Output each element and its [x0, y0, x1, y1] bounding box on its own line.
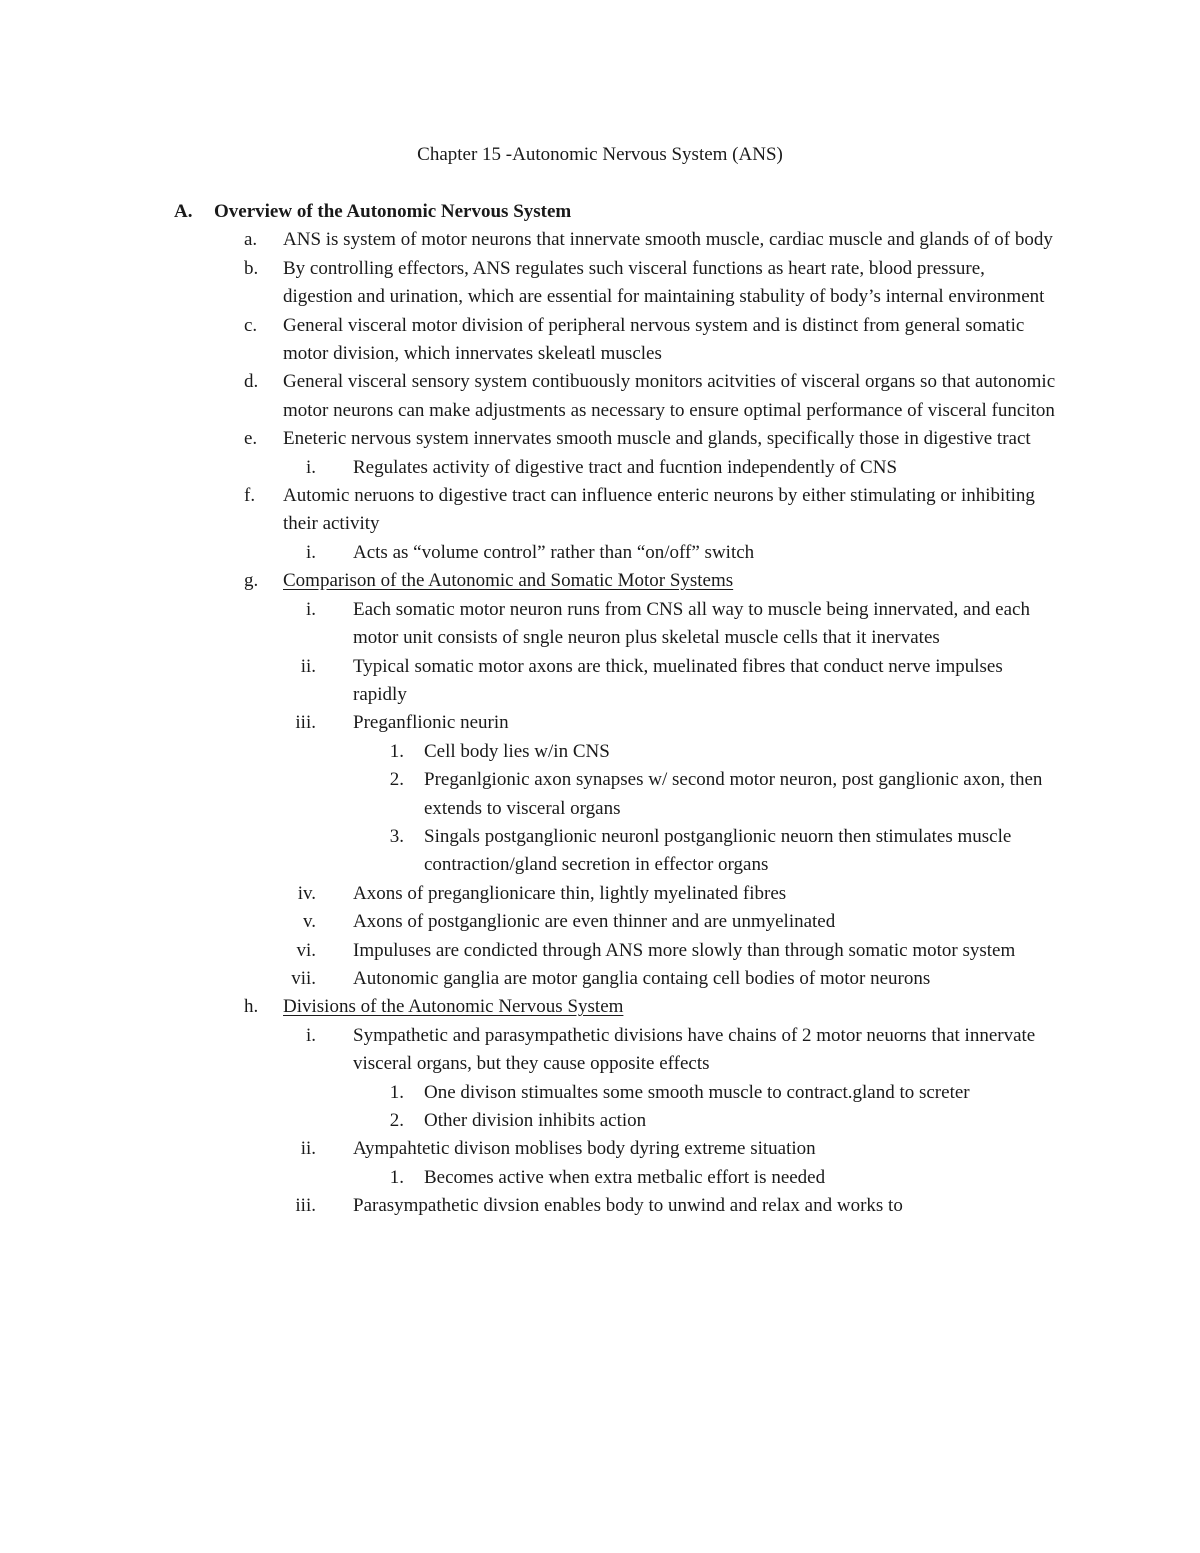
list-item: [0, 255, 1200, 312]
sub-sub-item-marker: 1.: [389, 740, 404, 762]
sub-item-marker: vii.: [291, 967, 316, 989]
item-marker: d.: [244, 371, 259, 393]
sub-item: [0, 653, 1200, 710]
sub-item-text: Impuluses are condicted through ANS more slowly than through somatic motor system: [353, 939, 1016, 961]
sub-item: [0, 709, 1200, 737]
sub-sub-item-marker: 3.: [389, 825, 404, 847]
sub-sub-item-marker: 2.: [389, 769, 404, 791]
item-text: General visceral sensory system contibuously monitors acitvities of visceral organs so that autonomic motor neurons can make adjustments as necessary to ensure optimal performance of visceral funciton: [283, 371, 1056, 421]
sub-sub-item-text: Cell body lies w/in CNS: [424, 740, 610, 762]
sub-item-text: Each somatic motor neuron runs from CNS all way to muscle being innervated, and each motor unit consists of sngle neuron plus skeletal muscle cells that it inervates: [353, 598, 1030, 649]
item-text: ANS is system of motor neurons that innervate smooth muscle, cardiac muscle and glands of of body: [283, 229, 1053, 251]
sub-sub-item: [0, 1164, 1200, 1192]
section-marker: A.: [174, 201, 193, 222]
item-marker: e.: [244, 428, 258, 450]
subheading-text: Comparison of the Autonomic and Somatic Motor Systems: [283, 570, 734, 592]
sub-item-marker: vi.: [296, 939, 316, 961]
item-marker: a.: [244, 229, 258, 251]
sub-sub-item: [0, 766, 1200, 823]
page-title: Chapter 15 -Autonomic Nervous System (ANS): [417, 144, 783, 165]
sub-item-marker: ii.: [300, 1138, 316, 1160]
sub-sub-item-text: Other division inhibits action: [424, 1110, 647, 1131]
sub-sub-item-text: Preganlgionic axon synapses w/ second motor neuron, post ganglionic axon, then extends to visceral organs: [424, 769, 1043, 819]
sub-item: [0, 1022, 1200, 1079]
item-text: Automic neruons to digestive tract can influence enteric neurons by either stimulating or inhibiting their activity: [283, 485, 1035, 535]
sub-item-text: Regulates activity of digestive tract and fucntion independently of CNS: [353, 456, 898, 478]
list-item: [0, 226, 1200, 254]
sub-item-text: Typical somatic motor axons are thick, muelinated fibres that conduct nerve impulses rapidly: [353, 655, 1003, 705]
sub-sub-item-text: One divison stimualtes some smooth muscle to contract.gland to screter: [424, 1081, 970, 1103]
sub-item-text: Parasympathetic divsion enables body to unwind and relax and works to: [353, 1195, 903, 1217]
sub-sub-item: [0, 823, 1200, 880]
sub-item-marker: iv.: [297, 882, 316, 904]
sub-item: [0, 596, 1200, 653]
sub-item: [0, 1135, 1200, 1163]
sub-item-text: Axons of preganglionicare thin, lightly myelinated fibres: [353, 882, 787, 904]
item-text: General visceral motor division of peripheral nervous system and is distinct from general somatic motor division, which innervates skeleatl muscles: [283, 314, 1025, 365]
list-item: [0, 368, 1200, 425]
item-marker: g.: [244, 570, 259, 592]
sub-item-marker: iii.: [295, 712, 316, 734]
sub-item: [0, 539, 1200, 567]
sub-item: [0, 908, 1200, 936]
sub-sub-item-text: Singals postganglionic neuronl postganglionic neuorn then stimulates muscle contraction/gland secretion in effector organs: [424, 825, 1012, 876]
section-heading-text: Overview of the Autonomic Nervous System: [214, 201, 572, 222]
subheading-text: Divisions of the Autonomic Nervous System: [283, 996, 624, 1018]
sub-item-marker: i.: [305, 598, 316, 620]
sub-item: [0, 937, 1200, 965]
section-a-outline: [0, 198, 1200, 1221]
list-item: [0, 425, 1200, 453]
sub-item-text: Preganflionic neurin: [353, 712, 509, 734]
sub-item-text: Aympahtetic divison moblises body dyring extreme situation: [353, 1138, 816, 1160]
sub-item: [0, 454, 1200, 482]
sub-item-marker: i.: [305, 541, 316, 563]
sub-sub-item-marker: 2.: [389, 1110, 404, 1131]
sub-item-text: Autonomic ganglia are motor ganglia containg cell bodies of motor neurons: [353, 967, 931, 989]
sub-sub-item-marker: 1.: [389, 1081, 404, 1103]
list-item: [0, 482, 1200, 539]
item-marker: b.: [244, 257, 259, 279]
sub-sub-item-marker: 1.: [389, 1166, 404, 1188]
sub-item: [0, 880, 1200, 908]
sub-item-marker: i.: [305, 456, 316, 478]
sub-item-text: Axons of postganglionic are even thinner and are unmyelinated: [353, 911, 836, 933]
sub-sub-item: [0, 1107, 1200, 1135]
item-marker: c.: [244, 314, 258, 336]
sub-sub-item: [0, 738, 1200, 766]
item-marker: h.: [244, 996, 259, 1018]
sub-item-marker: ii.: [300, 655, 316, 677]
sub-item-marker: i.: [305, 1024, 316, 1046]
item-marker: f.: [244, 485, 256, 507]
sub-item-marker: v.: [302, 911, 316, 933]
sub-item: [0, 1192, 1200, 1220]
sub-item-marker: iii.: [295, 1195, 316, 1217]
sub-item-text: Acts as “volume control” rather than “on/off” switch: [353, 541, 755, 563]
sub-item-text: Sympathetic and parasympathetic divisions have chains of 2 motor neuorns that innervate visceral organs, but they cause opposite effects: [353, 1024, 1036, 1075]
list-item: [0, 312, 1200, 369]
sub-item: [0, 965, 1200, 993]
list-item: [0, 993, 1200, 1021]
item-text: By controlling effectors, ANS regulates such visceral functions as heart rate, blood pressure, digestion and urination, which are essential for maintaining stabulity of body’s internal environment: [283, 257, 1045, 308]
sub-sub-item-text: Becomes active when extra metbalic effort is needed: [424, 1166, 826, 1188]
list-item: [0, 567, 1200, 595]
item-text: Eneteric nervous system innervates smooth muscle and glands, specifically those in digestive tract: [283, 428, 1031, 450]
sub-sub-item: [0, 1079, 1200, 1107]
section-heading: [0, 198, 1200, 226]
